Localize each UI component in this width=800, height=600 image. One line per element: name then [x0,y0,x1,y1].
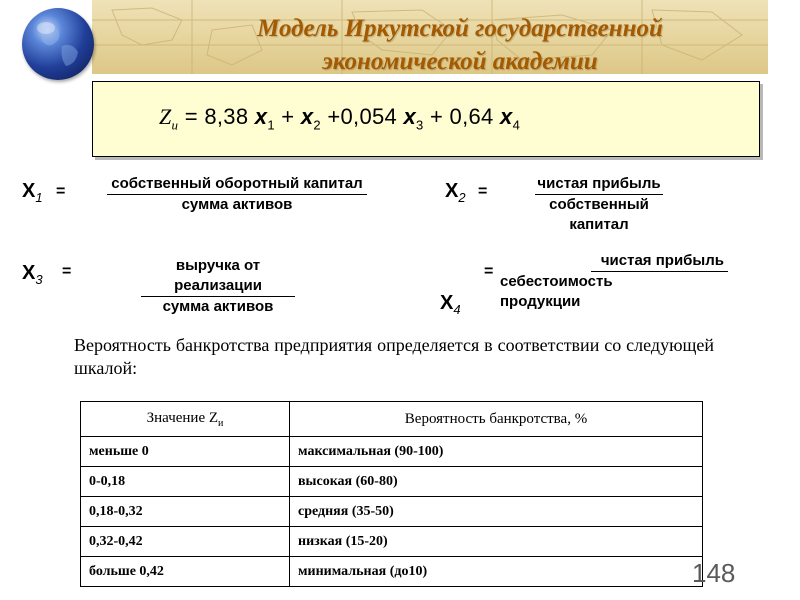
formula-x1: x [254,104,268,129]
cell-probability: высокая (60-80) [290,467,703,497]
x1-fraction [96,174,378,215]
z-formula [159,104,520,133]
cell-value: больше 0,42 [81,557,290,587]
x3-sub: 3 [35,272,43,287]
cell-value: 0,32-0,42 [81,527,290,557]
table-row [81,557,703,587]
x2-numerator: чистая прибыль [535,174,662,195]
formula-x3-sub: 3 [416,117,424,133]
x4-name: X [440,292,454,314]
cell-value: 0,18-0,32 [81,497,290,527]
cell-value: 0-0,18 [81,467,290,497]
x3-numerator: выручка от реализации [141,256,295,297]
x3-fraction [112,256,324,317]
x1-name: X [22,180,36,202]
formula-eq: = 8,38 [184,104,249,129]
x3-denominator: сумма активов [162,298,274,315]
title-line-1: Модель Иркутской государственной [257,15,663,42]
cell-probability: максимальная (90-100) [290,437,703,467]
x3-name: X [22,262,36,284]
bankruptcy-scale-table [80,401,703,587]
x3-eq: = [62,263,72,280]
formula-box [92,81,760,157]
table-row [81,527,703,557]
formula-z: Z [159,104,172,129]
page-number: 148 [692,558,736,588]
x4-numerator: чистая прибыль [591,251,728,272]
x1-denominator: сумма активов [181,196,293,213]
x2-eq: = [478,183,488,200]
formula-c4: + 0,64 [430,104,494,129]
table-row [81,497,703,527]
x4-sub: 4 [453,302,461,317]
formula-z-sub: и [171,117,179,133]
globe-icon [22,8,94,80]
x4-fraction [500,251,728,312]
x2-name: X [445,180,459,202]
formula-x4-sub: 4 [512,117,521,133]
x2-fraction [500,174,698,235]
table-header-row [81,402,703,437]
x2-denominator: собственный капитал [549,196,649,233]
x1-numerator: собственный оборотный капитал [107,174,367,195]
page-title [170,12,750,78]
formula-plus: + [281,104,295,129]
x1-label [22,180,43,205]
table-row [81,467,703,497]
x2-label [445,180,466,205]
formula-x3: x [403,104,417,129]
formula-x2-sub: 2 [313,117,321,133]
formula-x4: x [500,104,513,129]
x4-denominator: себестоимость продукции [500,273,613,310]
cell-value: меньше 0 [81,437,290,467]
x3-label [22,262,43,287]
x4-eq: = [484,263,494,280]
x4-label [440,292,461,317]
scale-description: Вероятность банкротства предприятия определяется в соответствии со следующей шкалой: [74,335,714,378]
cell-probability: минимальная (до10) [290,557,703,587]
table-row [81,437,703,467]
formula-x1-sub: 1 [267,117,275,133]
x1-eq: = [56,183,66,200]
x2-sub: 2 [458,190,466,205]
x1-sub: 1 [35,190,43,205]
cell-probability: низкая (15-20) [290,527,703,557]
header-z-value: Значение $Z_и$ [81,402,290,437]
formula-c3: +0,054 [327,104,398,129]
title-line-2: экономической академии [322,48,598,75]
formula-x2: x [300,104,314,129]
header-probability: Вероятность банкротства, % [290,402,703,437]
cell-probability: средняя (35-50) [290,497,703,527]
